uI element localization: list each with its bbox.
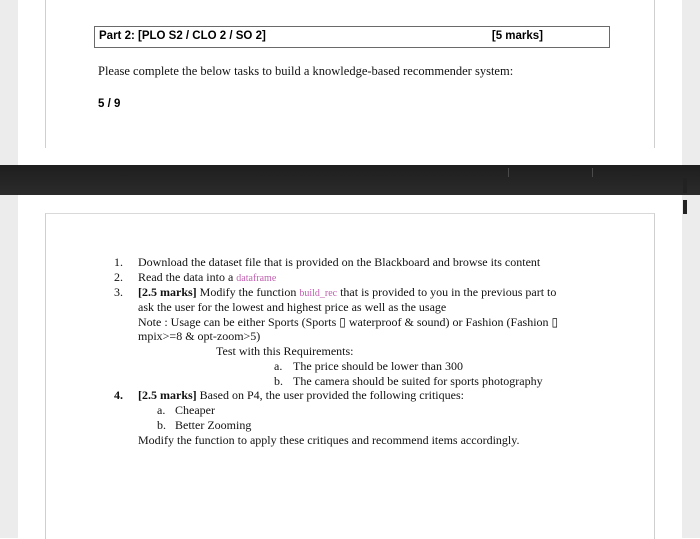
sub-label: b.: [157, 418, 166, 432]
list-item: [114, 285, 557, 300]
task-list: [46, 214, 654, 539]
sub-item: [274, 374, 543, 389]
final-instruction: Modify the function to apply these critiques and recommend items accordingly.: [138, 433, 520, 447]
intro-text: Please complete the below tasks to build a knowledge-based recommender system:: [98, 64, 514, 78]
sub-label: b.: [274, 374, 283, 388]
part-title: Part 2: [PLO S2 / CLO 2 / SO 2]: [99, 30, 266, 42]
list-item: [114, 255, 541, 270]
edge-mark: [683, 178, 687, 193]
background-right: [682, 0, 700, 538]
list-number: 3.: [114, 285, 123, 299]
sub-item: [157, 418, 252, 433]
sub-text: Better Zooming: [175, 418, 252, 432]
sub-text: Cheaper: [175, 403, 215, 417]
note-text: Note : Usage can be either Sports (Sports ▯ waterproof & sound) or Fashion (Fashion ▯: [138, 315, 559, 329]
sub-item: [157, 403, 215, 418]
edge-mark: [683, 200, 687, 214]
sub-label: a.: [157, 403, 166, 417]
part-marks: [5 marks]: [491, 30, 543, 42]
background-left: [0, 0, 18, 538]
test-heading: Test with this Requirements:: [216, 344, 354, 358]
part-header-box: [94, 26, 610, 48]
list-number: 1.: [114, 255, 123, 269]
sub-text: The camera should be suited for sports photography: [293, 374, 543, 388]
marks-label: [2.5 marks]: [138, 285, 197, 299]
list-number: 2.: [114, 270, 123, 284]
band-tick: [508, 168, 509, 177]
document-page-top: [45, 0, 655, 148]
code-term: dataframe: [236, 273, 277, 284]
marks-label: [2.5 marks]: [138, 388, 197, 402]
note-text: mpix>=8 & opt-zoom>5): [138, 329, 261, 343]
document-page-bottom: [45, 213, 655, 539]
list-item: [114, 388, 464, 403]
list-number: 4.: [114, 388, 123, 402]
page-separator-band: [0, 165, 700, 195]
list-text: Modify the function: [199, 285, 297, 299]
list-text: ask the user for the lowest and highest price as well as the usage: [138, 300, 447, 314]
code-term: build_rec: [299, 288, 338, 299]
list-text: that is provided to you in the previous part to: [340, 285, 557, 299]
page-indicator: 5 / 9: [98, 98, 121, 110]
list-text: Download the dataset file that is provided on the Blackboard and browse its content: [138, 255, 541, 269]
sub-item: [274, 359, 463, 374]
list-text: Based on P4, the user provided the following critiques:: [199, 388, 464, 402]
list-item: [114, 270, 277, 285]
list-text: Read the data into a: [138, 270, 234, 284]
sub-text: The price should be lower than 300: [293, 359, 463, 373]
sub-label: a.: [274, 359, 283, 373]
band-tick: [592, 168, 593, 177]
